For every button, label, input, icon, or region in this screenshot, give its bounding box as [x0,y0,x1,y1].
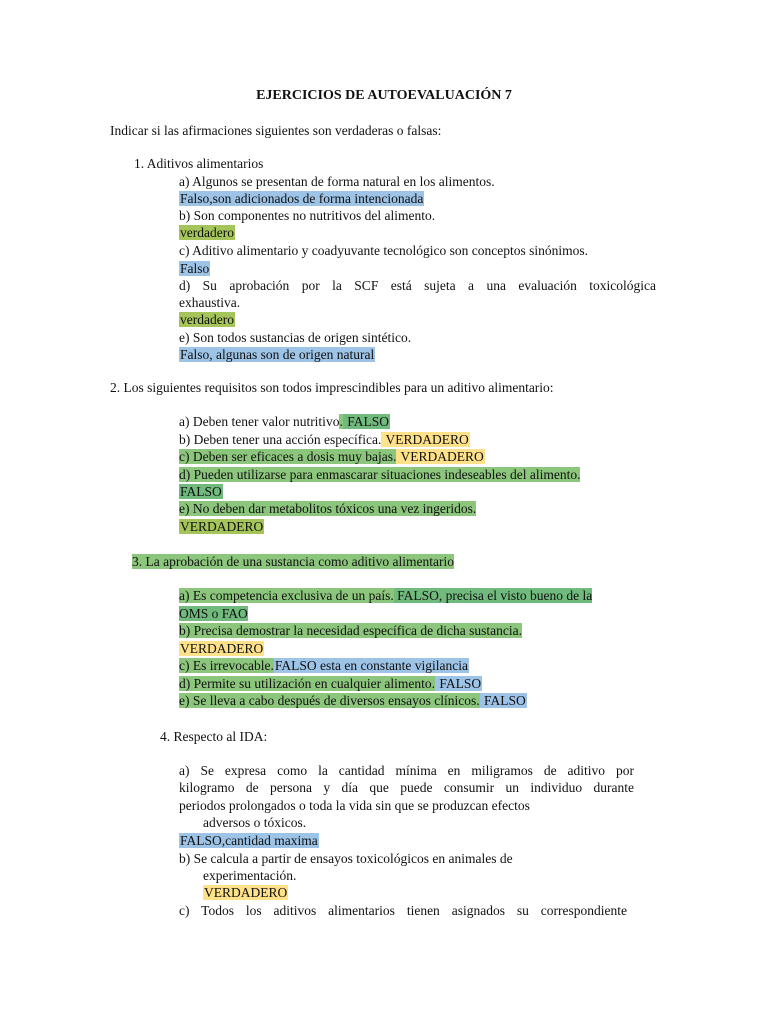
heading-highlight: 3. La aprobación de una sustancia como aditivo alimentario [132,554,455,569]
answer-highlight: verdadero [180,312,234,327]
answer-highlight: FALSO,cantidad maxima [180,833,318,848]
q4-a-line3: periodos prolongados o toda la vida sin que se produzcan efectos [179,798,530,813]
answer-highlight: FALSO, precisa el visto bueno de la [393,588,593,603]
q2-e-answer [179,518,264,535]
q1-d-statement: d) Su aprobación por la SCF está sujeta a una evaluación toxicológica [179,278,656,293]
q1-c-statement: c) Aditivo alimentario y coadyuvante tecnológico son conceptos sinónimos. [179,243,589,258]
statement-highlight: a) Es competencia exclusiva de un país. [179,588,394,603]
q2-c [179,448,485,465]
q1-b-statement: b) Son componentes no nutritivos del alimento. [179,208,436,223]
q1-d-answer [179,311,235,328]
q4-a-line2: kilogramo de persona y día que puede consumir un individuo durante [179,780,634,795]
page-title: EJERCICIOS DE AUTOEVALUACIÓN 7 [256,88,512,103]
q3-b [179,622,522,639]
answer-highlight: FALSO [343,414,389,429]
answer-highlight: FALSO esta en constante vigilancia [274,658,469,673]
statement-text: b) Deben tener una acción específica. [179,432,382,447]
q4-b-line2: experimentación. [203,868,297,883]
q1-heading: 1. Aditivos alimentarios [134,156,264,171]
statement-highlight: c) Deben ser eficaces a dosis muy bajas. [179,449,397,464]
answer-highlight: VERDADERO [180,519,264,534]
answer-highlight: FALSO [436,676,482,691]
q4-a-answer [179,832,319,849]
q3-a [179,587,592,604]
answer-highlight: VERDADERO [382,432,469,447]
answer-highlight: verdadero [180,225,234,240]
answer-highlight: VERDADERO [397,449,484,464]
q3-d [179,675,482,692]
q1-c-answer [179,260,210,277]
answer-highlight: Falso,son adicionados de forma intencionada [180,191,424,206]
q2-d [179,466,580,483]
q1-e-statement: e) Son todos sustancias de origen sintético. [179,330,412,345]
answer-highlight: VERDADERO [180,641,264,656]
q4-a-line4: adversos o tóxicos. [203,815,307,830]
answer-highlight: OMS o FAO [179,606,248,621]
q3-e [179,692,527,709]
answer-highlight: Falso, algunas son de origen natural [180,347,375,362]
statement-highlight: d) Permite su utilización en cualquier alimento. [179,676,436,691]
statement-text: a) Deben tener valor nutritivo [179,414,340,429]
q3-b-answer [179,640,264,657]
q3-heading [132,553,454,570]
q1-e-answer [179,346,375,363]
answer-highlight: FALSO [180,484,222,499]
q2-a [179,413,390,430]
q1-a-answer [179,190,424,207]
q4-heading: 4. Respecto al IDA: [160,729,268,744]
q2-d-answer [179,483,223,500]
q2-e [179,500,476,517]
statement-highlight: c) Es irrevocable. [179,658,274,673]
q1-d-statement-cont: exhaustiva. [179,295,241,310]
intro-text: Indicar si las afirmaciones siguientes son verdaderas o falsas: [110,123,442,138]
q4-c-line1: c) Todos los aditivos alimentarios tienen asignados su correspondiente [179,903,627,918]
statement-highlight: b) Precisa demostrar la necesidad específica de dicha sustancia. [179,623,522,638]
answer-highlight: FALSO [480,693,526,708]
q2-heading: 2. Los siguientes requisitos son todos imprescindibles para un aditivo alimentario: [110,380,554,395]
statement-highlight: e) No deben dar metabolitos tóxicos una vez ingeridos. [179,501,477,516]
q1-a-statement: a) Algunos se presentan de forma natural en los alimentos. [179,174,495,189]
answer-highlight: Falso [180,261,210,276]
answer-highlight: VERDADERO [204,885,288,900]
period-highlight: . [339,414,343,429]
q1-b-answer [179,224,235,241]
q4-a-line1: a) Se expresa como la cantidad mínima en miligramos de aditivo por [179,763,634,778]
q3-a-answer-cont [179,605,248,622]
statement-highlight: e) Se lleva a cabo después de diversos ensayos clínicos. [179,693,480,708]
q3-c [179,657,469,674]
q4-b-answer [203,884,288,901]
q4-b-line1: b) Se calcula a partir de ensayos toxicológicos en animales de [179,851,513,866]
q2-b [179,431,470,448]
statement-highlight: d) Pueden utilizarse para enmascarar situaciones indeseables del alimento. [179,467,581,482]
